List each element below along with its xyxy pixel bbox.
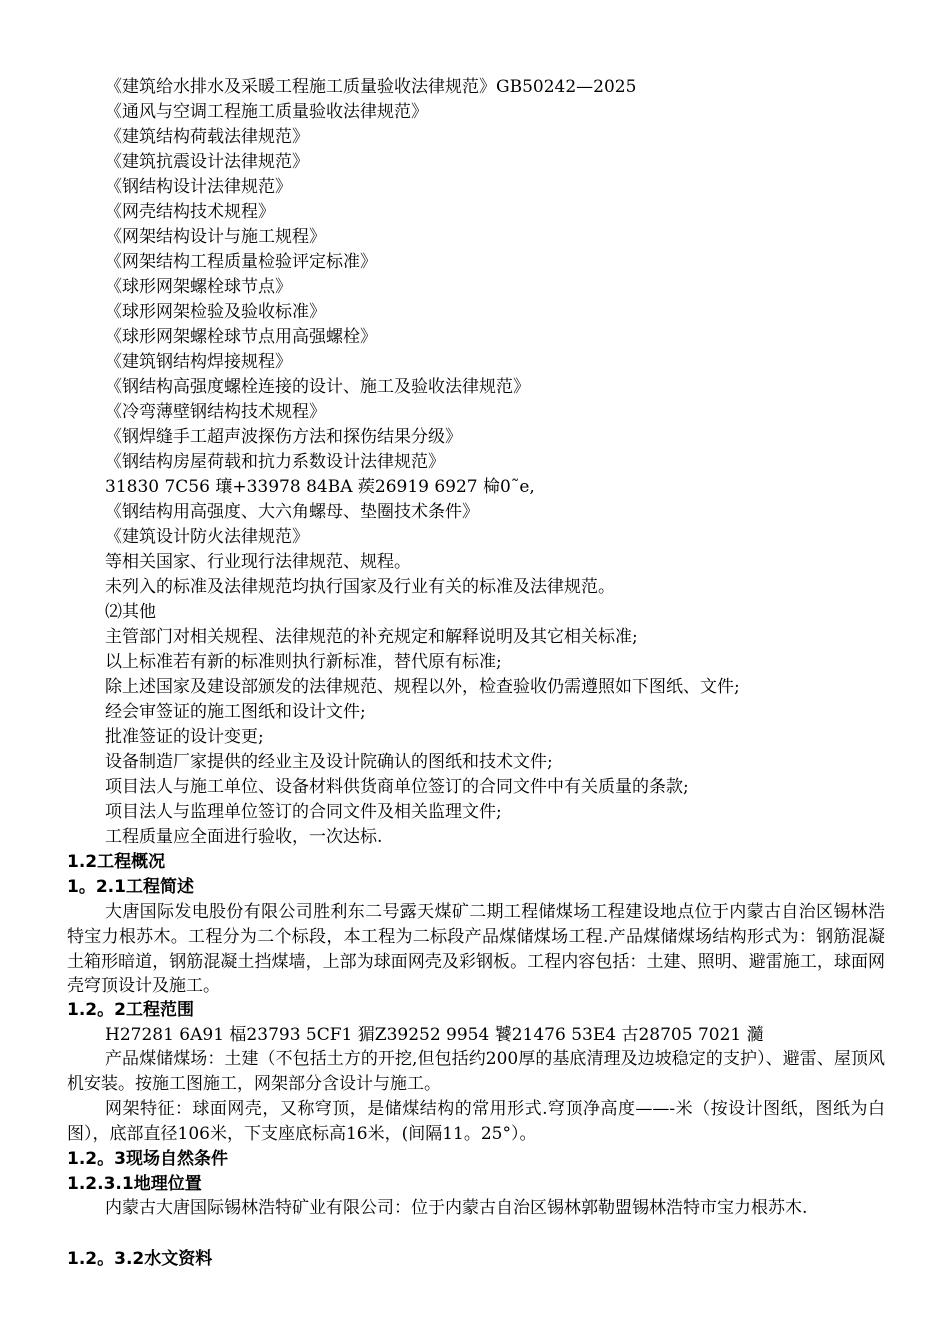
section-heading: 1。2.1工程简述: [67, 877, 194, 897]
other-item: 经会审签证的施工图纸和设计文件;: [105, 702, 366, 722]
other-item: 项目法人与监理单位签订的合同文件及相关监理文件;: [105, 802, 502, 822]
standard-item: 《球形网架螺栓球节点》: [105, 277, 292, 297]
scope-paragraph: 产品煤储煤场：土建（不包括土方的开挖,但包括约200厚的基底清理及边坡稳定的支护）、避雷、屋顶风机安装。按施工图施工，网架部分含设计与施工。: [67, 1049, 885, 1094]
standard-item: 《网架结构工程质量检验评定标准》: [105, 252, 377, 272]
standard-item: 《建筑结构荷载法律规范》: [105, 127, 309, 147]
standard-item: 《网架结构设计与施工规程》: [105, 227, 326, 247]
other-item: 以上标准若有新的标准则执行新标准，替代原有标准;: [105, 652, 502, 672]
standard-item: 《建筑设计防火法律规范》: [105, 527, 309, 547]
standard-item: 《钢结构房屋荷载和抗力系数设计法律规范》: [105, 452, 445, 472]
standard-item: 《建筑抗震设计法律规范》: [105, 152, 309, 172]
section-heading: 1.2。3.2水文资料: [67, 1249, 213, 1269]
other-heading: ⑵其他: [105, 602, 156, 622]
standard-item: 《钢结构高强度螺栓连接的设计、施工及验收法律规范》: [105, 377, 530, 397]
section-heading: 1.2。3现场自然条件: [67, 1149, 228, 1169]
geo-location-paragraph: 内蒙古大唐国际锡林浩特矿业有限公司：位于内蒙古自治区锡林郭勒盟锡林浩特市宝力根苏木.: [105, 1198, 808, 1218]
standards-note: 等相关国家、行业现行法律规范、规程。: [105, 552, 411, 572]
standard-item: 《通风与空调工程施工质量验收法律规范》: [105, 102, 428, 122]
standard-item: 《建筑钢结构焊接规程》: [105, 352, 292, 372]
section-heading: 1.2.3.1地理位置: [67, 1174, 202, 1194]
other-item: 除上述国家及建设部颁发的法律规范、规程以外，检查验收仍需遵照如下图纸、文件;: [105, 677, 740, 697]
section-heading: 1.2工程概况: [67, 852, 166, 872]
grid-feature-paragraph: 网架特征：球面网壳，又称穹顶，是储煤结构的常用形式.穹顶净高度——-米（按设计图纸，图纸为白图），底部直径106米，下支座底标高16米，(间隔11。25°）。: [67, 1099, 885, 1144]
other-item: 项目法人与施工单位、设备材料供货商单位签订的合同文件中有关质量的条款;: [105, 777, 689, 797]
standard-item: 《钢焊缝手工超声波探伤方法和探伤结果分级》: [105, 427, 462, 447]
project-overview-paragraph: 大唐国际发电股份有限公司胜利东二号露天煤矿二期工程储煤场工程建设地点位于内蒙古自治区锡林浩特宝力根苏木。工程分为二个标段，本工程为二标段产品煤储煤场工程.产品煤储煤场结构形式为：钢筋混凝土箱形暗道，钢筋混凝土挡煤墙，上部为球面网壳及彩钢板。工程内容包括：土建、照明、避雷施工，球面网壳穹顶设计及施工。: [67, 902, 885, 997]
standard-item: 《球形网架检验及验收标准》: [105, 302, 326, 322]
standards-note: 未列入的标准及法律规范均执行国家及行业有关的标准及法律规范。: [105, 577, 615, 597]
standard-item: 《冷弯薄壁钢结构技术规程》: [105, 402, 326, 422]
standard-item: 《钢结构用高强度、大六角螺母、垫圈技术条件》: [105, 502, 479, 522]
other-item: 工程质量应全面进行验收，一次达标.: [105, 827, 383, 847]
garbled-code-line: H27281 6A91 楅23793 5CF1 猸Z39252 9954 饕21476 53E4 古28705 7021 瀡: [105, 1025, 764, 1045]
other-item: 批准签证的设计变更;: [105, 727, 264, 747]
garbled-code-line: 31830 7C56 瓖+33978 84BA 蒺26919 6927 椧0˜e,: [105, 477, 535, 497]
section-heading: 1.2。2工程范围: [67, 1000, 194, 1020]
standard-item: 《钢结构设计法律规范》: [105, 177, 292, 197]
other-item: 主管部门对相关规程、法律规范的补充规定和解释说明及其它相关标准;: [105, 627, 638, 647]
other-item: 设备制造厂家提供的经业主及设计院确认的图纸和技术文件;: [105, 752, 553, 772]
standard-item: 《球形网架螺栓球节点用高强螺栓》: [105, 327, 377, 347]
standard-item: 《建筑给水排水及采暖工程施工质量验收法律规范》GB50242—2025: [105, 77, 637, 97]
standard-item: 《网壳结构技术规程》: [105, 202, 275, 222]
